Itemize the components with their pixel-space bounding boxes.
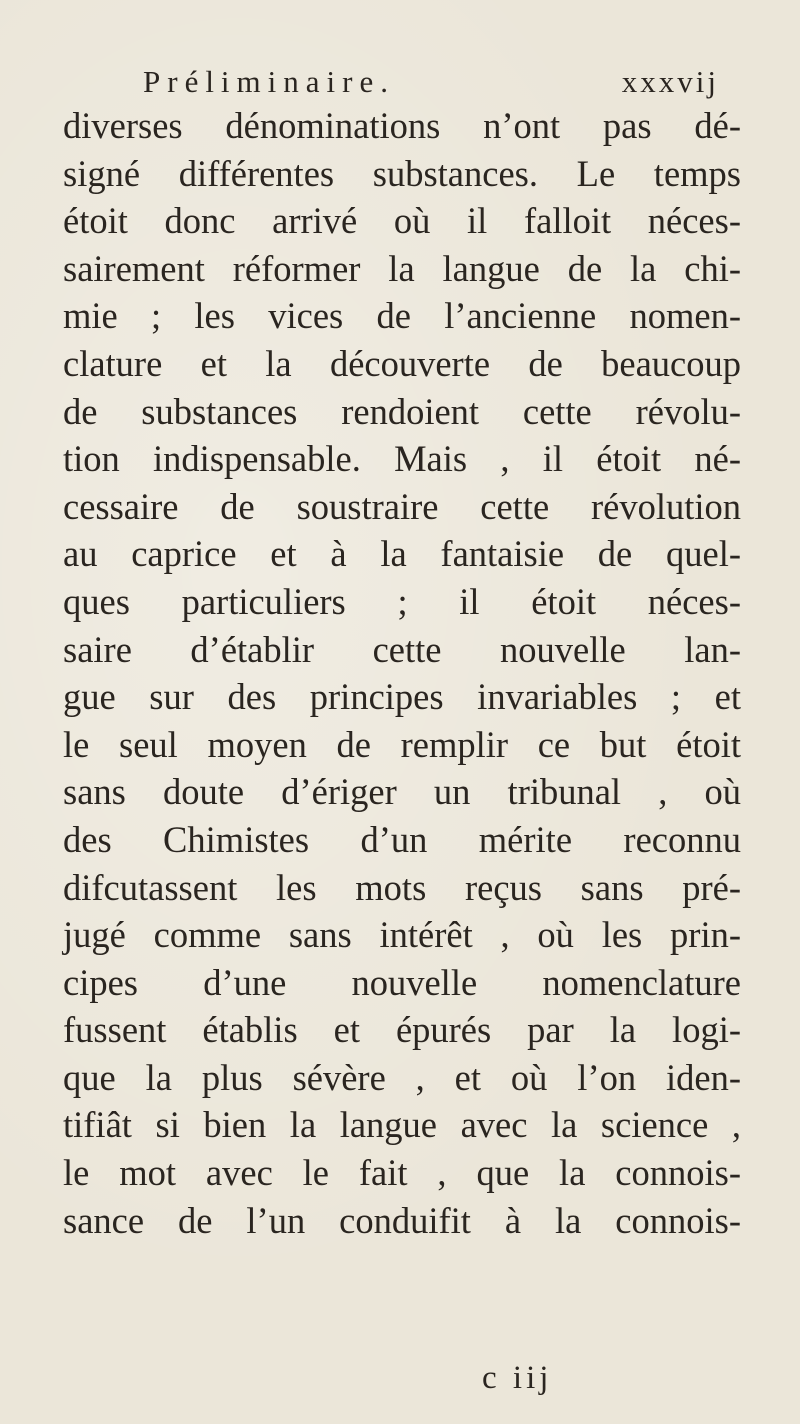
text-line: clature et la découverte de beaucoup (63, 342, 741, 384)
text-line: diverses dénominations n’ont pas dé- (63, 105, 741, 146)
text-line: cipes d’une nouvelle nomenclature (63, 961, 741, 1003)
text-line: le mot avec le fait , que la connois- (63, 1152, 741, 1194)
text-line: que la plus sévère , et où l’on iden- (63, 1056, 741, 1098)
text-line: fussent établis et épurés par la logi- (63, 1009, 741, 1051)
text-line: le seul moyen de remplir ce but étoit (63, 723, 741, 765)
page-header (143, 64, 743, 104)
text-line: ques particuliers ; il étoit néces- (63, 580, 741, 622)
text-line: mie ; les vices de l’ancienne nomen- (63, 295, 741, 337)
text-line: sans doute d’ériger un tribunal , où (63, 771, 741, 813)
running-head: Préliminaire. (143, 64, 395, 99)
text-line: au caprice et à la fantaisie de quel- (63, 533, 741, 575)
text-line: jugé comme sans intérêt , où les prin- (63, 914, 741, 956)
text-line: cessaire de soustraire cette révolution (63, 485, 741, 527)
text-line: sance de l’un conduifit à la connois- (63, 1199, 741, 1241)
text-line: tion indispensable. Mais , il étoit né- (63, 438, 741, 480)
signature-mark: c iij (482, 1360, 553, 1396)
text-line: saire d’établir cette nouvelle lan- (63, 628, 741, 670)
text-line: tifiât si bien la langue avec la science , (63, 1104, 741, 1146)
text-line: gue sur des principes invariables ; et (63, 676, 741, 718)
body-text (63, 102, 763, 1244)
text-line: étoit donc arrivé où il falloit néces- (63, 200, 741, 242)
text-line: sairement réformer la langue de la chi- (63, 247, 741, 289)
text-line: des Chimistes d’un mérite reconnu (63, 818, 741, 860)
text-line: difcutassent les mots reçus sans pré- (63, 866, 741, 908)
page-number: xxxvij (621, 64, 719, 99)
text-line: signé différentes substances. Le temps (63, 152, 741, 194)
text-line: de substances rendoient cette révolu- (63, 390, 741, 432)
